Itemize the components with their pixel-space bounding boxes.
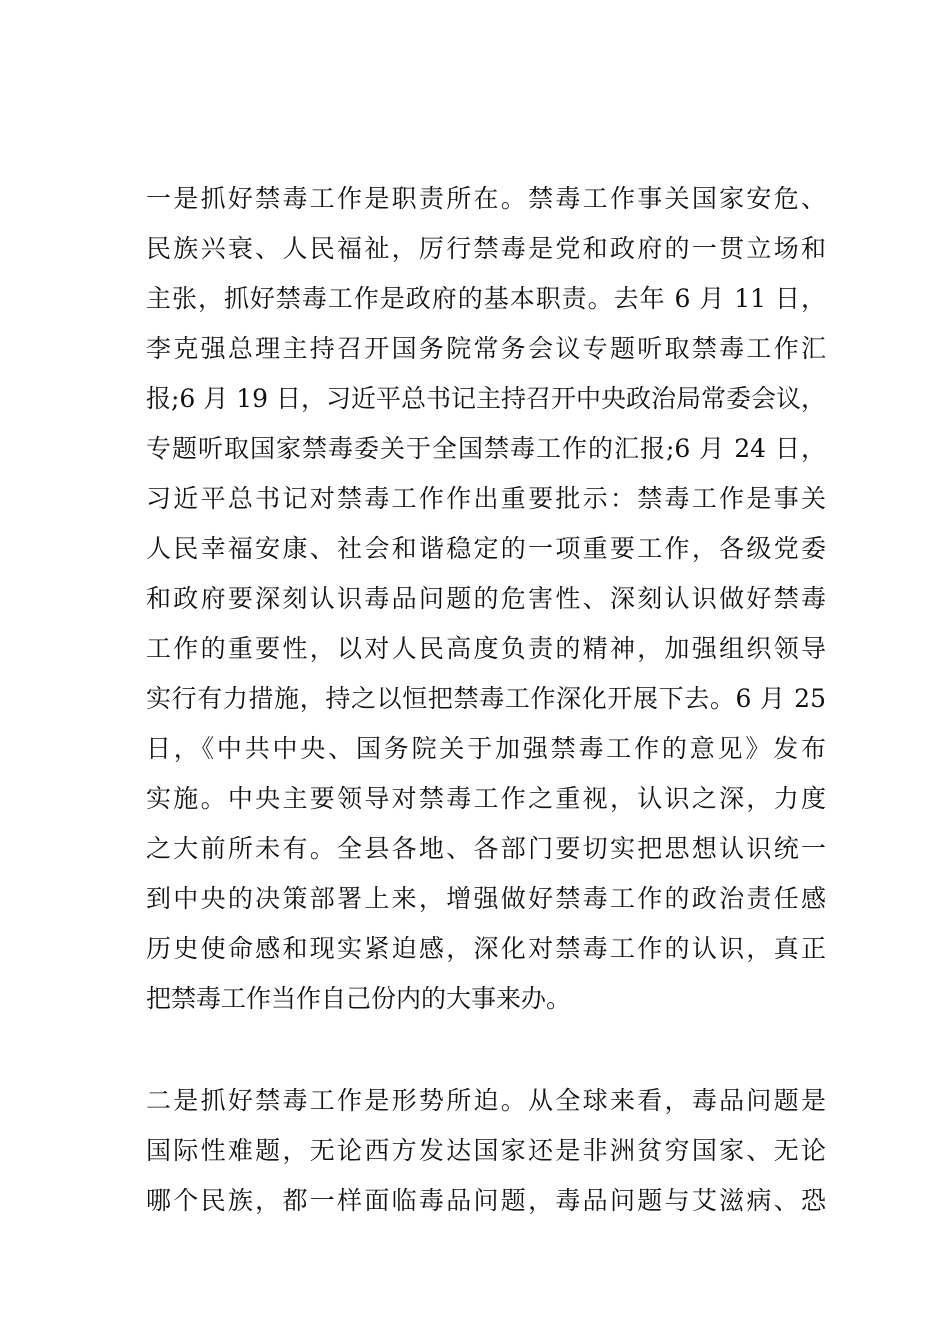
text-line: 把禁毒工作当作自己份内的大事来办。 (146, 984, 572, 1013)
text-line: 实行有力措施，持之以恒把禁毒工作深化开展下去。6 月 25 (146, 684, 826, 713)
paragraph-1 (146, 174, 826, 1024)
text-line: 报;6 月 19 日，习近平总书记主持召开中央政治局常委会议， (146, 384, 826, 413)
text-line: 国际性难题，无论西方发达国家还是非洲贫穷国家、无论 (146, 1136, 826, 1165)
text-line: 习近平总书记对禁毒工作作出重要批示：禁毒工作是事关 (146, 484, 826, 513)
text-line: 实施。中央主要领导对禁毒工作之重视，认识之深，力度 (146, 784, 826, 813)
text-line: 和政府要深刻认识毒品问题的危害性、深刻认识做好禁毒 (146, 584, 826, 613)
text-line: 到中央的决策部署上来，增强做好禁毒工作的政治责任感 (146, 884, 826, 913)
text-line: 民族兴衰、人民福祉，厉行禁毒是党和政府的一贯立场和 (146, 234, 826, 263)
text-line: 日，《中共中央、国务院关于加强禁毒工作的意见》发布 (146, 734, 826, 763)
text-line: 历史使命感和现实紧迫感，深化对禁毒工作的认识，真正 (146, 934, 826, 963)
text-line: 专题听取国家禁毒委关于全国禁毒工作的汇报;6 月 24 日， (146, 434, 826, 463)
paragraph-2 (146, 1076, 826, 1226)
text-line: 主张，抓好禁毒工作是政府的基本职责。去年 6 月 11 日， (146, 284, 826, 313)
text-line: 二是抓好禁毒工作是形势所迫。从全球来看，毒品问题是 (146, 1086, 826, 1115)
text-line: 哪个民族，都一样面临毒品问题，毒品问题与艾滋病、恐 (146, 1186, 826, 1215)
text-line: 一是抓好禁毒工作是职责所在。禁毒工作事关国家安危、 (146, 184, 826, 213)
text-line: 之大前所未有。全县各地、各部门要切实把思想认识统一 (146, 834, 826, 863)
text-line: 人民幸福安康、社会和谐稳定的一项重要工作，各级党委 (146, 534, 826, 563)
text-line: 李克强总理主持召开国务院常务会议专题听取禁毒工作汇 (146, 334, 826, 363)
text-line: 工作的重要性，以对人民高度负责的精神，加强组织领导 (146, 634, 826, 663)
